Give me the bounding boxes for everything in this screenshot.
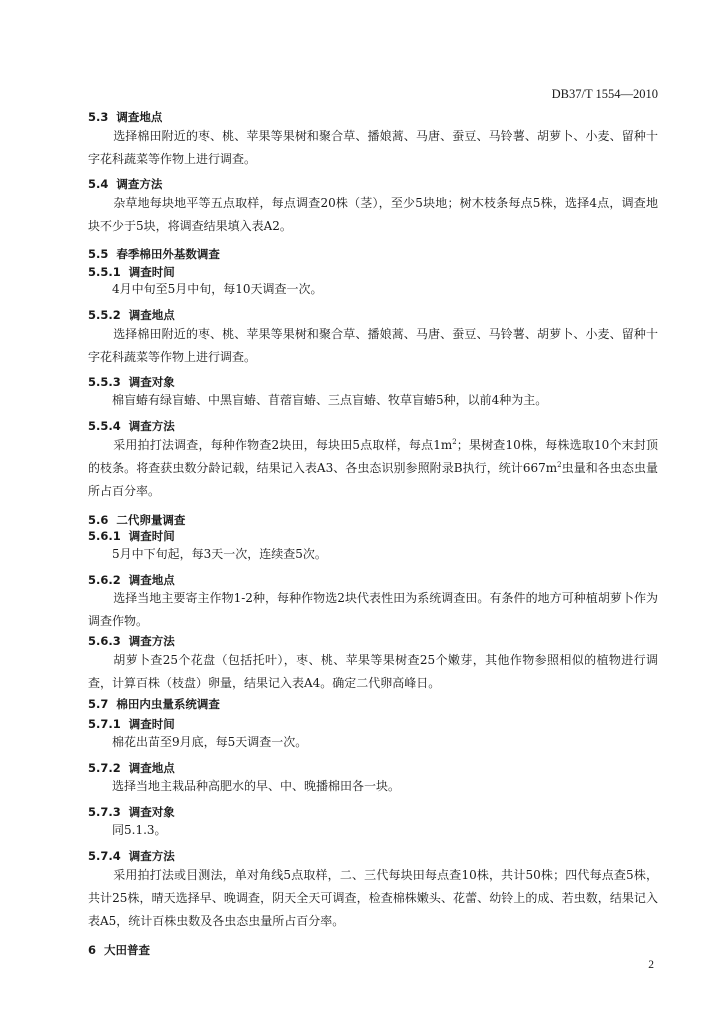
heading-5-7-2: 5.7.2 调查地点 [88,761,175,775]
heading-5-5: 5.5 春季棉田外基数调查 [88,247,220,261]
heading-5-7: 5.7 棉田内虫量系统调查 [88,697,220,711]
document-code: DB37/T 1554—2010 [551,87,658,101]
para-5-5-3: 棉盲蝽有绿盲蝽、中黑盲蝽、苜蓿盲蝽、三点盲蝽、牧草盲蝽5种，以前4种为主。 [112,393,548,407]
heading-5-6-2: 5.6.2 调查地点 [88,573,175,587]
heading-5-6-1: 5.6.1 调查时间 [88,529,175,543]
para-5-5-4-part-c: 虫量和各虫态虫量所占百分率。 [88,461,658,498]
para-5-6-1: 5月中下旬起，每3天一次，连续查5次。 [112,547,327,561]
heading-5-6-3: 5.6.3 调查方法 [88,634,175,648]
heading-5-5-3: 5.5.3 调查对象 [88,375,175,389]
para-5-5-1: 4月中旬至5月中旬，每10天调查一次。 [112,282,323,296]
heading-5-7-3: 5.7.3 调查对象 [88,805,175,819]
para-5-4: 杂草地每块地平等五点取样，每点调查20株（茎），至少5块地；树木枝条每点5株，选择4点，调查地块不少于5块，将调查结果填入表A2。 [88,196,658,233]
para-5-3: 选择棉田附近的枣、桃、苹果等果树和聚合草、播娘蒿、马唐、蚕豆、马铃薯、胡萝卜、小麦、留种十字花科蔬菜等作物上进行调查。 [88,129,658,166]
heading-5-5-2: 5.5.2 调查地点 [88,308,175,322]
para-5-6-2: 选择当地主要寄主作物1-2种，每种作物选2块代表性田为系统调查田。有条件的地方可种植胡萝卜作为调查作物。 [88,591,658,628]
heading-5-7-4: 5.7.4 调查方法 [88,849,175,863]
heading-5-5-4: 5.5.4 调查方法 [88,419,175,433]
page-number: 2 [648,959,654,971]
para-5-5-4 [88,434,658,503]
superscript-2: 2 [557,461,562,469]
page-content [88,108,658,957]
para-5-5-4-part-b: ；果树查10株，每株选取10个末封顶的枝条。将查获虫数分龄记载，结果记入表A3、各虫态识别参照附录B执行，统计667m [88,438,658,475]
para-5-5-2: 选择棉田附近的枣、桃、苹果等果树和聚合草、播娘蒿、马唐、蚕豆、马铃薯、胡萝卜、小麦、留种十字花科蔬菜等作物上进行调查。 [88,327,658,364]
superscript-2: 2 [452,438,457,446]
heading-5-7-1: 5.7.1 调查时间 [88,717,175,731]
heading-5-4: 5.4 调查方法 [88,177,163,191]
para-5-7-3: 同5.1.3。 [112,823,167,837]
heading-6: 6 大田普查 [88,943,151,957]
para-5-5-4-part-a: 采用拍打法调查，每种作物查2块田，每块田5点取样，每点1m [113,438,453,452]
heading-5-6: 5.6 二代卵量调查 [88,513,186,527]
para-5-7-4: 采用拍打法或目测法，单对角线5点取样，二、三代每块田每点查10株，共计50株；四代每点查5株，共计25株，晴天选择早、晚调查，阴天全天可调查，检查棉株嫩头、花蕾、幼铃上的成、若虫数，结果记入表A5，统计百株虫数及各虫态虫量所占百分率。 [88,868,658,928]
para-5-6-3: 胡萝卜查25个花盘（包括托叶），枣、桃、苹果等果树查25个嫩芽，其他作物参照相似的植物进行调查，计算百株（枝盘）卵量，结果记入表A4。确定二代卵高峰日。 [88,653,658,690]
heading-5-5-1: 5.5.1 调查时间 [88,265,175,279]
heading-5-3: 5.3 调查地点 [88,110,163,124]
para-5-7-1: 棉花出苗至9月底，每5天调查一次。 [112,735,308,749]
para-5-7-2: 选择当地主栽品种高肥水的早、中、晚播棉田各一块。 [112,779,401,793]
